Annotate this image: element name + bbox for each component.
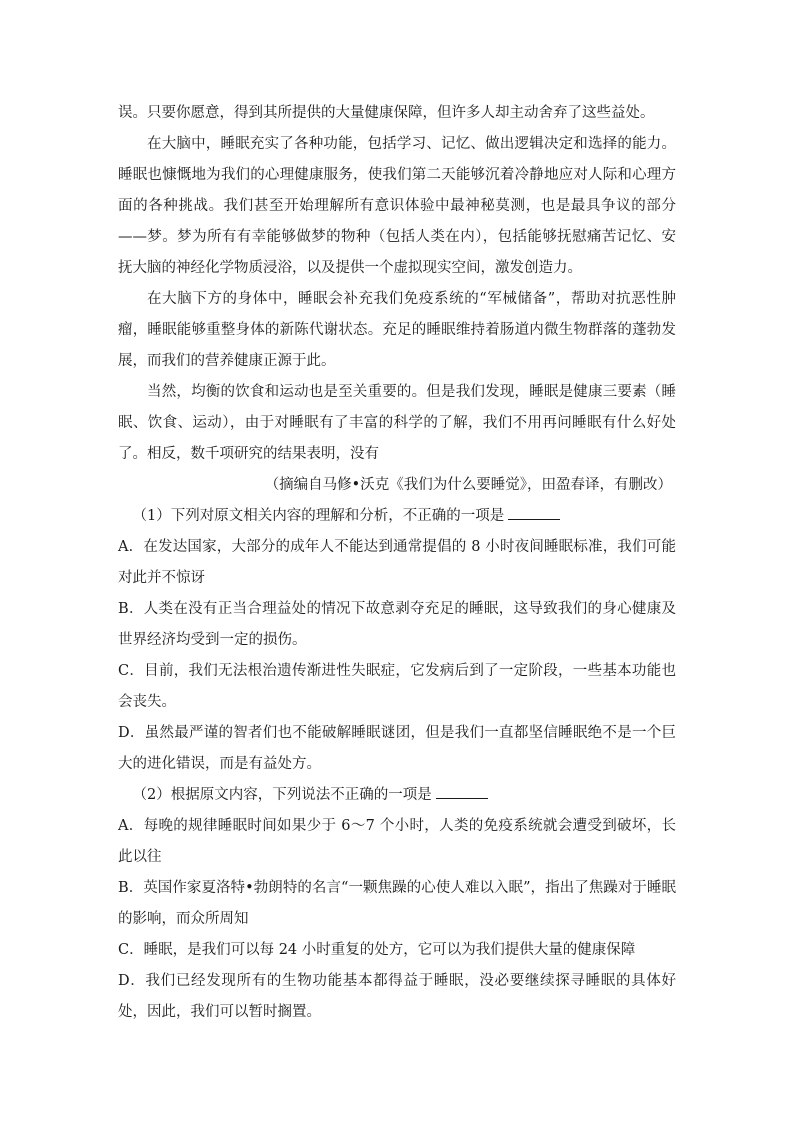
option: B．人类在没有正当合理益处的情况下故意剥夺充足的睡眠，这导致我们的身心健康及世界经济均受到一定的损伤。 — [118, 601, 676, 648]
citation: （摘编自马修•沃克《我们为什么要睡觉》，田盈春译，有删改） — [264, 477, 672, 493]
question-stem-text: （2）根据原文内容，下列说法不正确的一项是 — [132, 787, 432, 803]
option: C．睡眠，是我们可以每 24 小时重复的处方，它可以为我们提供大量的健康保障 — [118, 942, 636, 958]
question-stem — [118, 780, 676, 811]
passage-paragraph: 在大脑下方的身体中，睡眠会补充我们免疫系统的“军械储备”，帮助对抗恶性肿瘤，睡眠能够重整身体的新陈代谢状态。充足的睡眠维持着肠道内微生物群落的蓬勃发展，而我们的营养健康正源于此。 — [118, 291, 676, 369]
option: D．我们已经发现所有的生物功能基本都得益于睡眠，没必要继续探寻睡眠的具体好处，因此，我们可以暂时搁置。 — [118, 973, 676, 1020]
passage-paragraph: 误。只要你愿意，得到其所提供的大量健康保障，但许多人却主动舍弃了这些益处。 — [118, 105, 655, 121]
option: C．目前，我们无法根治遗传渐进性失眠症，它发病后到了一定阶段，一些基本功能也会丧失。 — [118, 663, 676, 710]
question-stem — [118, 501, 676, 532]
answer-blank — [436, 784, 488, 799]
answer-blank — [508, 505, 560, 520]
option: B．英国作家夏洛特•勃朗特的名言“一颗焦躁的心使人难以入眠”，指出了焦躁对于睡眠的影响，而众所周知 — [118, 880, 676, 927]
passage-paragraph: 在大脑中，睡眠充实了各种功能，包括学习、记忆、做出逻辑决定和选择的能力。睡眠也慷慨地为我们的心理健康服务，使我们第二天能够沉着冷静地应对人际和心理方面的各种挑战。我们甚至开始理解所有意识体验中最神秘莫测，也是最具争议的部分——梦。梦为所有有幸能够做梦的物种（包括人类在内），包括能够抚慰痛苦记忆、安抚大脑的神经化学物质浸浴，以及提供一个虚拟现实空间，激发创造力。 — [118, 136, 676, 276]
option: A．在发达国家，大部分的成年人不能达到通常提倡的 8 小时夜间睡眠标准，我们可能对此并不惊讶 — [118, 539, 676, 586]
question-stem-text: （1）下列对原文相关内容的理解和分析，不正确的一项是 — [132, 508, 505, 524]
passage-paragraph: 当然，均衡的饮食和运动也是至关重要的。但是我们发现，睡眠是健康三要素（睡眠、饮食、运动），由于对睡眠有了丰富的科学的了解，我们不用再问睡眠有什么好处了。相反，数千项研究的结果表明，没有 — [118, 384, 676, 462]
option: D．虽然最严谨的智者们也不能破解睡眠谜团，但是我们一直都坚信睡眠绝不是一个巨大的进化错误，而是有益处方。 — [118, 725, 676, 772]
document-content — [118, 98, 676, 1028]
option: A．每晚的规律睡眠时间如果少于 6～7 个小时，人类的免疫系统就会遭受到破坏，长此以往 — [118, 818, 676, 865]
